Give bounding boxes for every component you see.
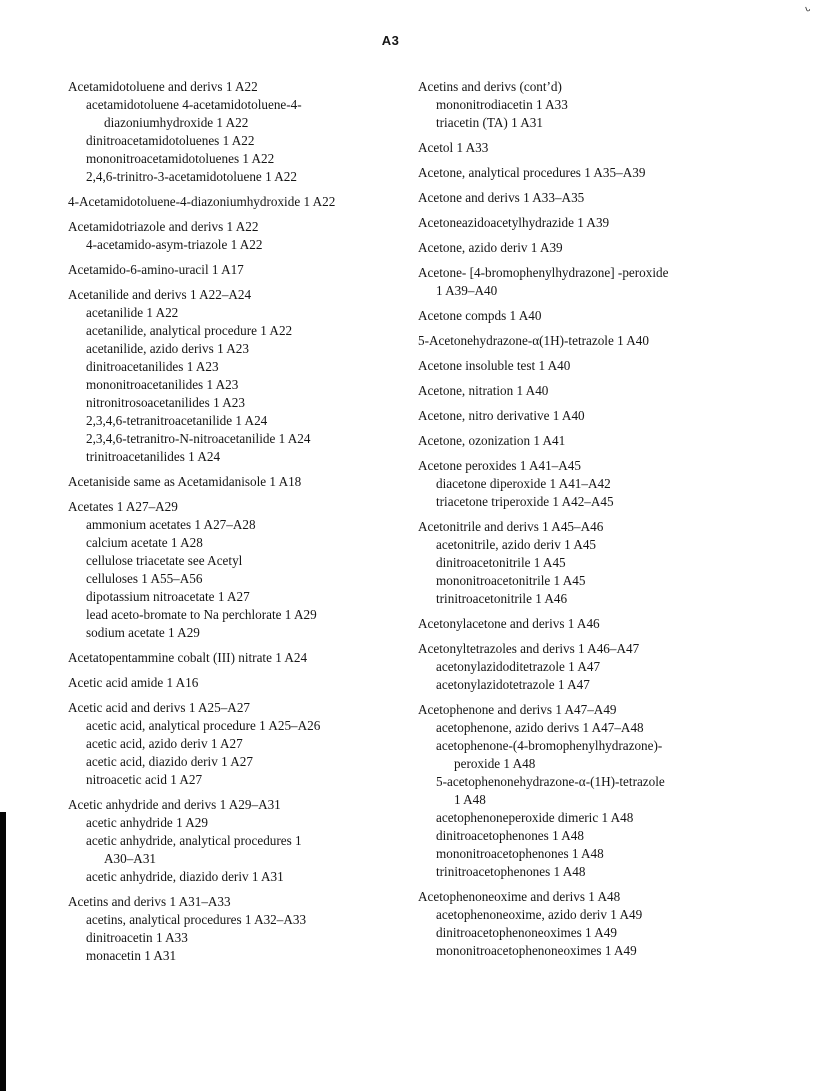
index-column-left — [68, 78, 388, 972]
index-entry — [68, 78, 388, 186]
index-entry — [68, 218, 388, 254]
index-heading: Acetonyltetrazoles and derivs 1 A46–A47 — [418, 641, 640, 656]
index-subentry: trinitroacetophenones 1 A48 — [436, 864, 586, 879]
index-heading: Acetins and derivs (cont’d) — [418, 79, 562, 94]
index-entry — [418, 264, 748, 300]
index-subentry: acetophenoneoxime, azido deriv 1 A49 — [436, 907, 643, 922]
index-entry — [418, 78, 748, 132]
index-heading: Acetatopentammine cobalt (III) nitrate 1 A24 — [68, 650, 308, 665]
index-subentry: acetic anhydride, diazido deriv 1 A31 — [86, 869, 284, 884]
index-subentry: calcium acetate 1 A28 — [86, 535, 203, 550]
index-entry — [418, 407, 748, 425]
index-entry — [418, 701, 748, 881]
index-entry — [68, 261, 388, 279]
index-subentry: acetanilide 1 A22 — [86, 305, 179, 320]
index-entry — [68, 796, 388, 886]
index-subentry: 1 A39–A40 — [436, 283, 498, 298]
index-subentry: acetonylazidotetrazole 1 A47 — [436, 677, 590, 692]
index-subentry: mononitroacetonitrile 1 A45 — [436, 573, 586, 588]
index-heading: Acetophenone and derivs 1 A47–A49 — [418, 702, 617, 717]
index-subentry-continuation: peroxide 1 A48 — [454, 756, 536, 771]
index-entry — [418, 307, 748, 325]
index-entry — [418, 239, 748, 257]
index-entry — [418, 214, 748, 232]
index-subentry: dinitroacetin 1 A33 — [86, 930, 188, 945]
index-heading: Acetone- [4-bromophenylhydrazone] -peroxide — [418, 265, 669, 280]
index-heading: Acetic anhydride and derivs 1 A29–A31 — [68, 797, 281, 812]
index-entry — [418, 432, 748, 450]
index-subentry: acetic anhydride 1 A29 — [86, 815, 208, 830]
index-entry — [418, 139, 748, 157]
index-subentry: sodium acetate 1 A29 — [86, 625, 200, 640]
index-heading: Acetamidotoluene and derivs 1 A22 — [68, 79, 258, 94]
index-subentry: mononitroacetamidotoluenes 1 A22 — [86, 151, 275, 166]
index-subentry: dinitroacetophenoneoximes 1 A49 — [436, 925, 617, 940]
index-heading: Acetates 1 A27–A29 — [68, 499, 178, 514]
index-heading: Acetonitrile and derivs 1 A45–A46 — [418, 519, 604, 534]
index-subentry: dinitroacetanilides 1 A23 — [86, 359, 219, 374]
index-heading: Acetins and derivs 1 A31–A33 — [68, 894, 231, 909]
index-heading: 5-Acetonehydrazone-α(1H)-tetrazole 1 A40 — [418, 333, 649, 348]
index-subentry: acetophenone, azido derivs 1 A47–A48 — [436, 720, 644, 735]
index-entry — [68, 649, 388, 667]
corner-mark-icon: ᒡ — [803, 3, 814, 19]
index-subentry: mononitroacetanilides 1 A23 — [86, 377, 239, 392]
index-entry — [418, 888, 748, 960]
index-subentry: acetanilide, analytical procedure 1 A22 — [86, 323, 293, 338]
index-column-right — [418, 78, 748, 967]
index-heading: Acetamido-6-amino-uracil 1 A17 — [68, 262, 244, 277]
index-subentry: triacetin (TA) 1 A31 — [436, 115, 543, 130]
scan-edge-shadow — [0, 812, 6, 1091]
index-entry — [68, 893, 388, 965]
index-subentry: acetonylazidoditetrazole 1 A47 — [436, 659, 601, 674]
index-subentry: dinitroacetophenones 1 A48 — [436, 828, 584, 843]
page-header: A3 — [381, 33, 400, 48]
index-heading: Acetone peroxides 1 A41–A45 — [418, 458, 581, 473]
index-heading: Acetoneazidoacetylhydrazide 1 A39 — [418, 215, 610, 230]
index-subentry: mononitrodiacetin 1 A33 — [436, 97, 568, 112]
index-subentry: mononitroacetophenones 1 A48 — [436, 846, 604, 861]
index-subentry: acetanilide, azido derivs 1 A23 — [86, 341, 249, 356]
index-heading: Acetone compds 1 A40 — [418, 308, 542, 323]
index-heading: Acetanilide and derivs 1 A22–A24 — [68, 287, 252, 302]
index-subentry-continuation: 1 A48 — [454, 792, 486, 807]
index-entry — [418, 615, 748, 633]
index-subentry: 2,4,6-trinitro-3-acetamidotoluene 1 A22 — [86, 169, 297, 184]
index-subentry: trinitroacetanilides 1 A24 — [86, 449, 221, 464]
index-subentry: celluloses 1 A55–A56 — [86, 571, 203, 586]
index-heading: Acetophenoneoxime and derivs 1 A48 — [418, 889, 621, 904]
index-subentry: trinitroacetonitrile 1 A46 — [436, 591, 568, 606]
index-heading: Acetamidotriazole and derivs 1 A22 — [68, 219, 259, 234]
index-heading: Acetic acid amide 1 A16 — [68, 675, 199, 690]
index-subentry: acetamidotoluene 4-acetamidotoluene-4- — [86, 97, 302, 112]
index-entry — [418, 189, 748, 207]
index-subentry: dinitroacetamidotoluenes 1 A22 — [86, 133, 255, 148]
index-subentry: diacetone diperoxide 1 A41–A42 — [436, 476, 611, 491]
index-subentry: acetophenone-(4-bromophenylhydrazone)- — [436, 738, 663, 753]
index-entry — [418, 382, 748, 400]
index-entry — [418, 640, 748, 694]
index-subentry: ammonium acetates 1 A27–A28 — [86, 517, 256, 532]
index-heading: 4-Acetamidotoluene-4-diazoniumhydroxide 1 A22 — [68, 194, 336, 209]
index-subentry: 5-acetophenonehydrazone-α-(1H)-tetrazole — [436, 774, 665, 789]
index-entry — [418, 164, 748, 182]
index-subentry: cellulose triacetate see Acetyl — [86, 553, 243, 568]
index-subentry: lead aceto-bromate to Na perchlorate 1 A29 — [86, 607, 317, 622]
index-subentry: triacetone triperoxide 1 A42–A45 — [436, 494, 614, 509]
index-entry — [418, 518, 748, 608]
index-entry — [68, 286, 388, 466]
index-subentry: monacetin 1 A31 — [86, 948, 177, 963]
index-entry — [68, 193, 388, 211]
index-heading: Acetone, analytical procedures 1 A35–A39 — [418, 165, 646, 180]
index-subentry: acetophenoneperoxide dimeric 1 A48 — [436, 810, 634, 825]
index-entry — [68, 498, 388, 642]
index-subentry: 2,3,4,6-tetranitroacetanilide 1 A24 — [86, 413, 268, 428]
index-subentry: acetins, analytical procedures 1 A32–A33 — [86, 912, 307, 927]
index-heading: Acetone, nitro derivative 1 A40 — [418, 408, 585, 423]
index-heading: Acetol 1 A33 — [418, 140, 489, 155]
index-subentry: 4-acetamido-asym-triazole 1 A22 — [86, 237, 263, 252]
index-heading: Acetone and derivs 1 A33–A35 — [418, 190, 585, 205]
index-subentry: acetonitrile, azido deriv 1 A45 — [436, 537, 597, 552]
index-heading: Acetone, azido deriv 1 A39 — [418, 240, 563, 255]
index-entry — [68, 699, 388, 789]
index-subentry: 2,3,4,6-tetranitro-N-nitroacetanilide 1 A24 — [86, 431, 311, 446]
index-heading: Acetone, ozonization 1 A41 — [418, 433, 566, 448]
index-subentry: dipotassium nitroacetate 1 A27 — [86, 589, 250, 604]
index-subentry: acetic acid, analytical procedure 1 A25–A26 — [86, 718, 321, 733]
index-subentry: acetic anhydride, analytical procedures 1 — [86, 833, 302, 848]
index-subentry: nitroacetic acid 1 A27 — [86, 772, 203, 787]
index-entry — [68, 674, 388, 692]
index-heading: Acetaniside same as Acetamidanisole 1 A18 — [68, 474, 302, 489]
index-subentry-continuation: diazoniumhydroxide 1 A22 — [104, 115, 249, 130]
index-subentry: dinitroacetonitrile 1 A45 — [436, 555, 566, 570]
index-subentry-continuation: A30–A31 — [104, 851, 157, 866]
index-heading: Acetone insoluble test 1 A40 — [418, 358, 571, 373]
index-entry — [418, 332, 748, 350]
index-entry — [68, 473, 388, 491]
index-subentry: mononitroacetophenoneoximes 1 A49 — [436, 943, 637, 958]
index-subentry: acetic acid, azido deriv 1 A27 — [86, 736, 243, 751]
index-entry — [418, 457, 748, 511]
index-subentry: nitronitrosoacetanilides 1 A23 — [86, 395, 245, 410]
index-heading: Acetic acid and derivs 1 A25–A27 — [68, 700, 251, 715]
index-heading: Acetonylacetone and derivs 1 A46 — [418, 616, 600, 631]
index-entry — [418, 357, 748, 375]
index-heading: Acetone, nitration 1 A40 — [418, 383, 549, 398]
index-subentry: acetic acid, diazido deriv 1 A27 — [86, 754, 253, 769]
